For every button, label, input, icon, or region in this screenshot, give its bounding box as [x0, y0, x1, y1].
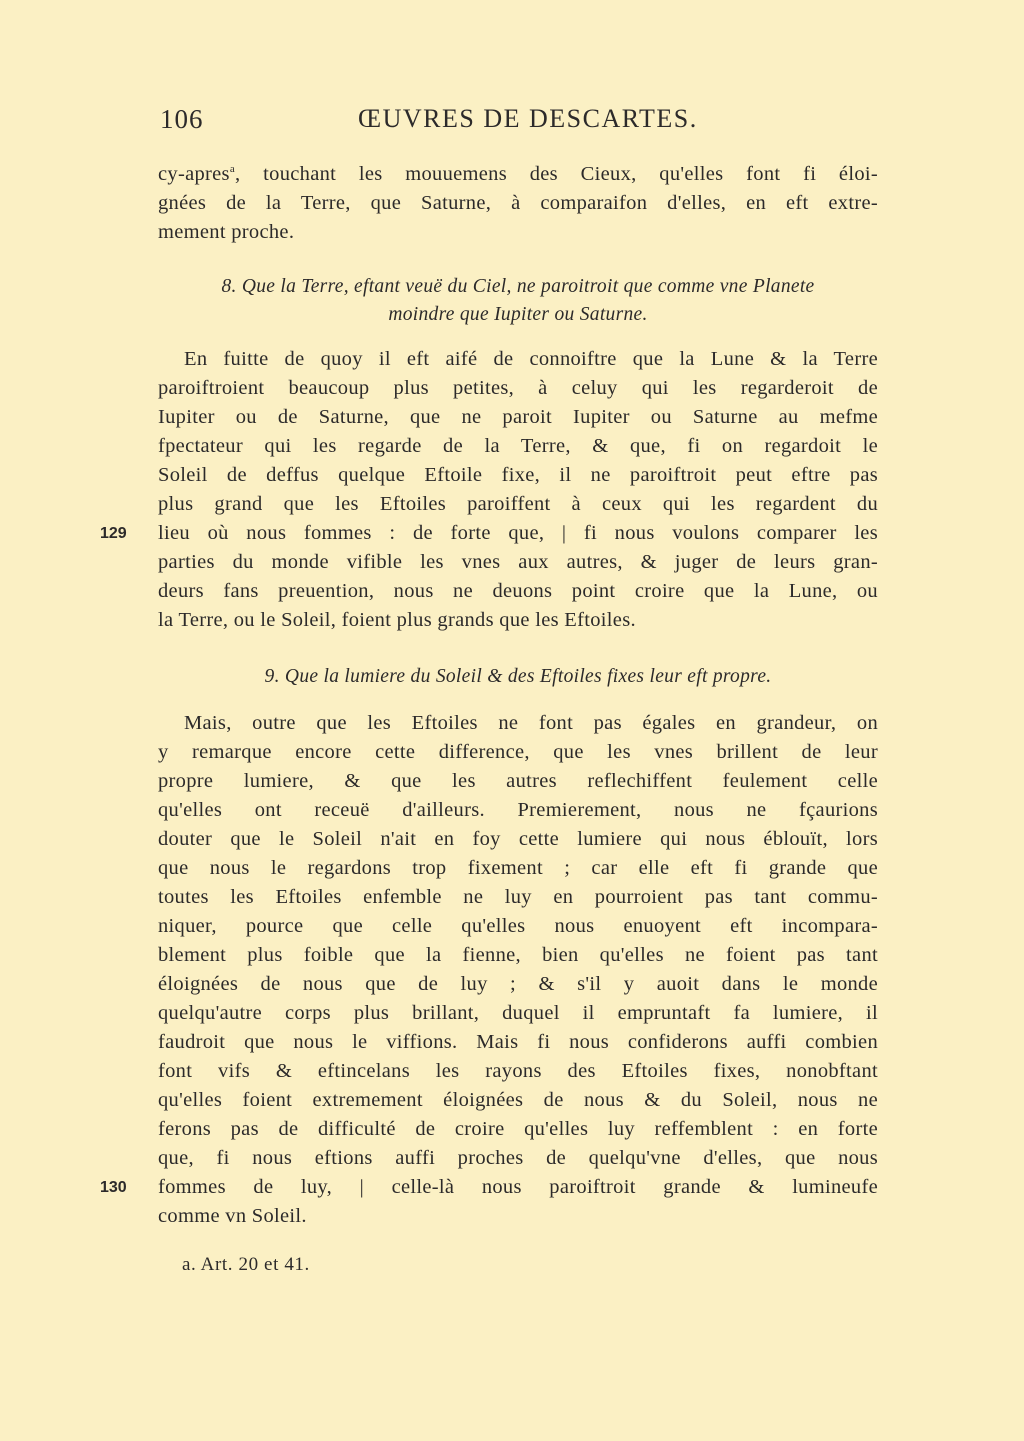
section-9-paragraph	[100, 709, 878, 1231]
text-line: parties du monde vifible les vnes aux autres, & juger de leurs gran-	[158, 551, 878, 573]
text-line: propre lumiere, & que les autres reflechiffent feulement celle	[158, 770, 878, 792]
text-line: faudroit que nous le viffions. Mais fi nous confiderons auffi combien	[158, 1031, 878, 1053]
text-line: font vifs & eftincelans les rayons des Eftoiles fixes, nonobftant	[158, 1060, 878, 1082]
page	[100, 104, 878, 1279]
text-line: En fuitte de quoy il eft aifé de connoiftre que la Lune & la Terre	[184, 348, 878, 370]
text-line: cy-apres$^a$, touchant les mouuemens des Cieux, qu'elles font fi éloi-	[158, 163, 878, 185]
text-line: que nous le regardons trop fixement ; car elle eft fi grande que	[158, 857, 878, 879]
text-line: éloignées de nous que de luy ; & s'il y auoit dans le monde	[158, 973, 878, 995]
section-heading-line: moindre que Iupiter ou Saturne.	[388, 304, 648, 325]
running-head	[158, 104, 878, 144]
section-heading-line: 8. Que la Terre, eftant veuë du Ciel, ne paroitroit que comme vne Planete	[221, 276, 815, 297]
text-line: Iupiter ou de Saturne, que ne paroit Iupiter ou Saturne au mefme	[158, 406, 878, 428]
text-line: que, fi nous eftions auffi proches de quelqu'vne d'elles, que nous	[158, 1147, 878, 1169]
text-line: Mais, outre que les Eftoiles ne font pas égales en grandeur, on	[184, 712, 878, 734]
section-8-paragraph	[100, 345, 878, 635]
intro-paragraph	[158, 160, 878, 247]
text-line: comme vn Soleil.	[158, 1205, 307, 1227]
footnote-mark: a	[229, 163, 236, 176]
text-line: gnées de la Terre, que Saturne, à comparaifon d'elles, en eft extre-	[158, 192, 878, 214]
text-line: plus grand que les Eftoiles paroiffent à ceux qui les regardent du	[158, 493, 878, 515]
text-line: y remarque encore cette difference, que les vnes brillent de leur	[158, 741, 878, 763]
margin-page-number: 130	[100, 1179, 127, 1196]
text-line: lieu où nous fommes : de forte que, | fi nous voulons comparer les	[158, 522, 878, 544]
text-line: la Terre, ou le Soleil, foient plus grands que les Eftoiles.	[158, 609, 636, 631]
text-line: quelqu'autre corps plus brillant, duquel il empruntaft fa lumiere, il	[158, 1002, 878, 1024]
text-line: paroiftroient beaucoup plus petites, à celuy qui les regarderoit de	[158, 377, 878, 399]
running-title: ŒUVRES DE DESCARTES.	[358, 104, 698, 133]
footnote: a. Art. 20 et 41.	[182, 1254, 310, 1275]
text-line: niquer, pource que celle qu'elles nous enuoyent eft incompara-	[158, 915, 878, 937]
text-line: ferons pas de difficulté de croire qu'elles luy reffemblent : en forte	[158, 1118, 878, 1140]
text-line: blement plus foible que la fienne, bien qu'elles ne foient pas tant	[158, 944, 878, 966]
section-heading-8	[158, 273, 878, 329]
text-line: mement proche.	[158, 221, 295, 243]
section-heading-9: 9. Que la lumiere du Soleil & des Eftoiles fixes leur eft propre.	[264, 666, 772, 687]
text-line: qu'elles ont receuë d'ailleurs. Premierement, nous ne fçaurions	[158, 799, 878, 821]
text-line: toutes les Eftoiles enfemble ne luy en pourroient pas tant commu-	[158, 886, 878, 908]
text-line: douter que le Soleil n'ait en foy cette lumiere qui nous éblouït, lors	[158, 828, 878, 850]
margin-page-number: 129	[100, 525, 127, 542]
text-line: Soleil de deffus quelque Eftoile fixe, il ne paroiftroit peut eftre pas	[158, 464, 878, 486]
text-line: fpectateur qui les regarde de la Terre, & que, fi on regardoit le	[158, 435, 878, 457]
page-number: 106	[160, 104, 204, 134]
text-line: fommes de luy, | celle-là nous paroiftroit grande & lumineufe	[158, 1176, 878, 1198]
text-line: qu'elles foient extremement éloignées de nous & du Soleil, nous ne	[158, 1089, 878, 1111]
text-line: deurs fans preuention, nous ne deuons point croire que la Lune, ou	[158, 580, 878, 602]
